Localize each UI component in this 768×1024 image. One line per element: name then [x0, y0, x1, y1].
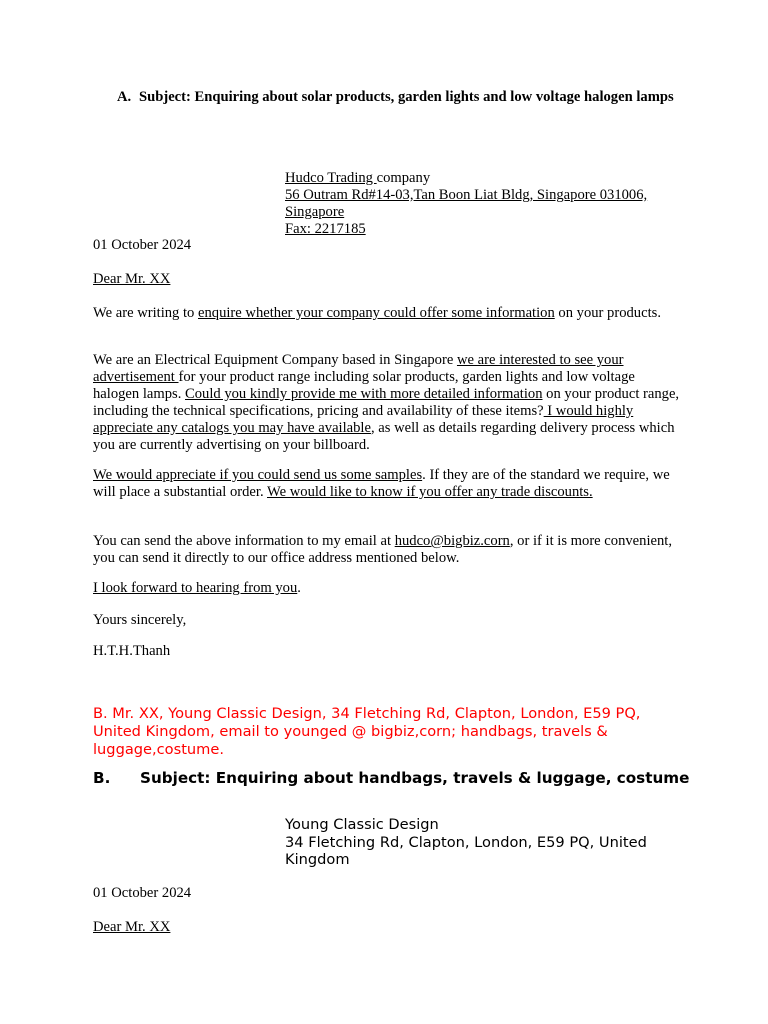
address-b-street: 34 Fletching Rd, Clapton, London, E59 PQ, United Kingdom — [285, 833, 647, 868]
paragraph-1 — [93, 305, 683, 322]
paragraph-5-underlined: I look forward to hearing from you — [93, 580, 298, 596]
paragraph-1-text: We are writing to — [93, 305, 198, 321]
address-company-line — [285, 170, 705, 187]
signature: H.T.H.Thanh — [93, 643, 171, 659]
address-fax: Fax: 2217185 — [285, 221, 366, 237]
letter-date-b: 01 October 2024 — [93, 885, 192, 901]
paragraph-2-underlined-2: Could you kindly provide me with more detailed information — [185, 386, 543, 402]
paragraph-2-text-3: on your product range, including the technical specifications, pricing and availability of these items? — [93, 386, 680, 419]
subject-a-text: Subject: Enquiring about solar products, garden lights and low voltage halogen lamps — [139, 89, 674, 105]
paragraph-5-text: . — [297, 580, 301, 596]
subject-b-text: Subject: Enquiring about handbags, travels & luggage, costume — [140, 769, 690, 787]
paragraph-2-underlined-1: we are interested to see your advertisement — [93, 352, 624, 385]
company-name: Hudco Trading — [285, 170, 377, 186]
paragraph-5 — [93, 580, 683, 597]
paragraph-4-text-2: , or if it is more convenient, you can send it directly to our office address mentioned below. — [93, 533, 672, 566]
section-b-note: B. Mr. XX, Young Classic Design, 34 Fletching Rd, Clapton, London, E59 PQ, United Kingdom, email to younged @ bigbiz,corn; handbags, travels & luggage,costume. — [93, 705, 641, 758]
salutation-b: Dear Mr. XX — [93, 919, 171, 935]
paragraph-4 — [93, 533, 683, 567]
recipient-address-a — [285, 170, 705, 238]
subject-a-label: A. — [117, 89, 132, 105]
company-suffix: company — [376, 170, 431, 186]
address-street: 56 Outram Rd#14-03,Tan Boon Liat Bldg, Singapore 031006, — [285, 187, 648, 203]
address-country: Singapore — [285, 204, 345, 220]
paragraph-2-text-2: for your product range including solar products, garden lights and low voltage halogen lamps. — [93, 369, 635, 402]
email-link[interactable]: hudco@bigbiz.corn — [394, 533, 510, 549]
closing: Yours sincerely, — [93, 612, 187, 628]
paragraph-2-text-4: , as well as details regarding delivery process which you are currently advertising on your billboard. — [93, 420, 675, 453]
paragraph-3-underlined-2: We would like to know if you offer any trade discounts. — [267, 484, 593, 500]
paragraph-1-text-end: on your products. — [554, 305, 661, 321]
subject-b-label: B. — [93, 769, 111, 787]
address-b-company: Young Classic Design — [285, 816, 439, 833]
address-b-street-line — [285, 834, 685, 869]
subject-b-heading — [93, 769, 693, 788]
paragraph-2-underlined-3: I would highly appreciate any catalogs you may have available — [93, 403, 634, 436]
paragraph-3 — [93, 467, 683, 501]
paragraph-2 — [93, 352, 683, 454]
salutation-a: Dear Mr. XX — [93, 271, 171, 287]
paragraph-4-text-1: You can send the above information to my email at — [93, 533, 395, 549]
letter-date-a: 01 October 2024 — [93, 237, 192, 253]
paragraph-3-text: . If they are of the standard we require, we will place a substantial order. — [93, 467, 670, 500]
recipient-address-b — [285, 816, 685, 869]
paragraph-1-underlined: enquire whether your company could offer some information — [198, 305, 555, 321]
paragraph-3-underlined-1: We would appreciate if you could send us some samples — [93, 467, 423, 483]
paragraph-2-text-1: We are an Electrical Equipment Company based in Singapore — [93, 352, 457, 368]
